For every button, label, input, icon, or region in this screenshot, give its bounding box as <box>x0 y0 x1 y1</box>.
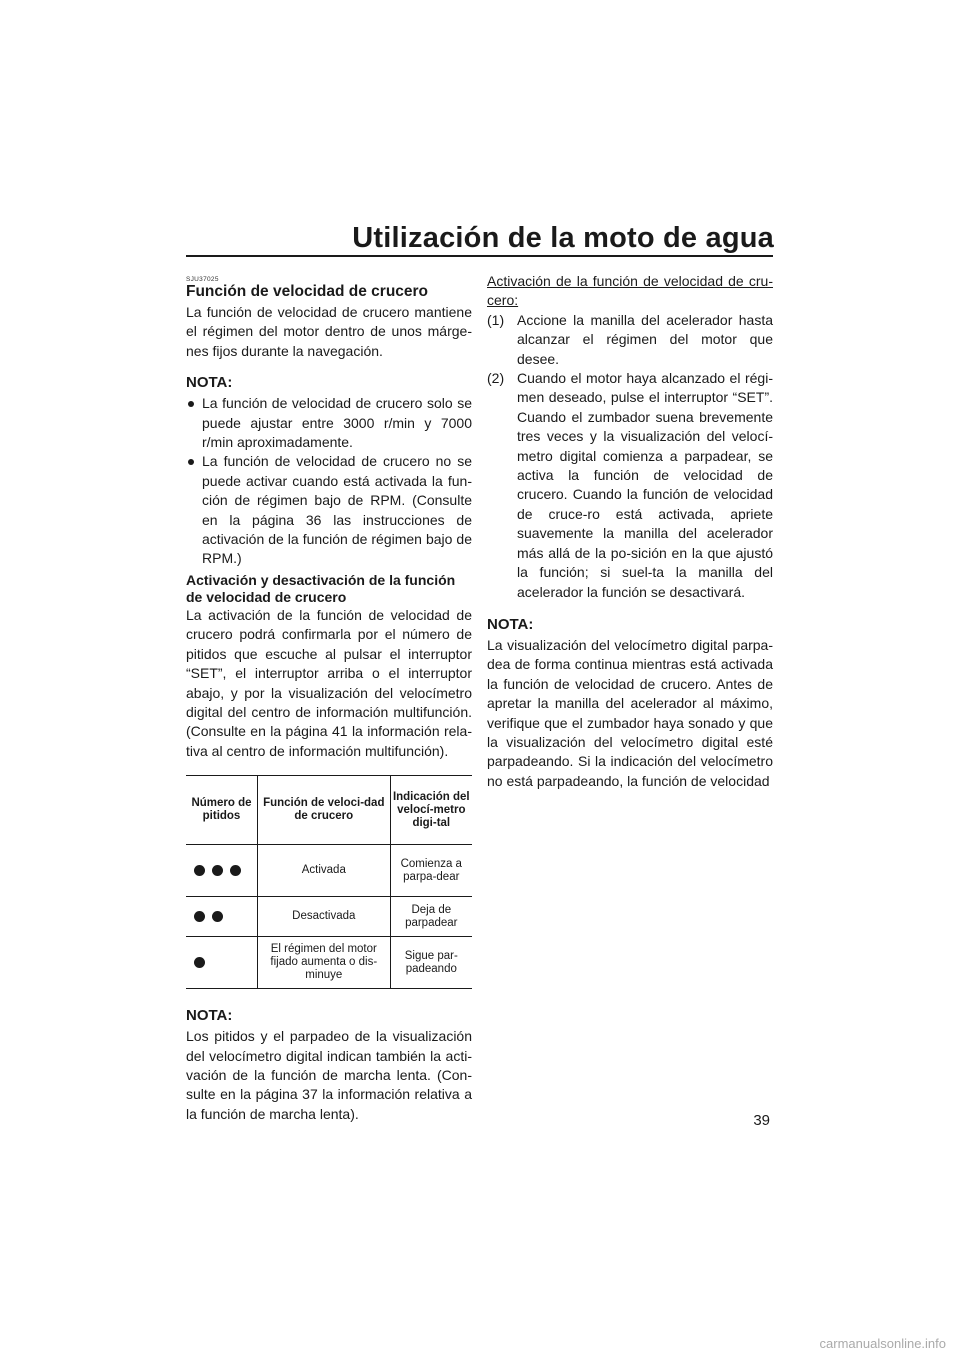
section-heading: Función de velocidad de crucero <box>186 283 429 300</box>
nota-item: La función de velocidad de crucero solo se puede ajustar entre 3000 r/min y 7000 r/min aproximadamente. <box>186 394 472 452</box>
beep-dot-icon <box>194 911 205 922</box>
nota-label-2: NOTA: <box>186 1007 233 1025</box>
table-header-row <box>186 776 472 845</box>
beep-dots-1 <box>186 937 258 989</box>
beep-dots-2 <box>186 897 258 937</box>
step-number: (2) <box>487 370 505 387</box>
table-row <box>186 897 472 937</box>
indication-cell: Comienza a parpa-dear <box>390 845 472 897</box>
beep-dot-icon <box>212 911 223 922</box>
table-row <box>186 937 472 989</box>
beep-table <box>186 775 472 989</box>
page-header-title: Utilización de la moto de agua <box>352 222 774 254</box>
section-code: SJU37025 <box>186 276 219 283</box>
intro-paragraph: La función de velocidad de crucero mantiene el régimen del motor dentro de unos márge-nes fijos durante la navegación. <box>186 304 472 359</box>
steps-list <box>487 311 773 602</box>
col-header-indication: Indicación del velocí-metro digi-tal <box>390 776 472 845</box>
beep-dot-icon <box>194 957 205 968</box>
col-header-function: Función de veloci-dad de crucero <box>258 776 391 845</box>
function-cell: El régimen del motor fijado aumenta o dis-minuye <box>258 937 391 989</box>
col-header-beeps: Número de pitidos <box>186 776 258 845</box>
nota-paragraph-3: La visualización del velocímetro digital parpa-dea de forma continua mientras está activada la función de velocidad de crucero. Antes de apretar la manilla del acelerador al máximo, verifique que el zumbador haya sonado y que la visualización del velocímetro digital esté parpadeando. Si la indicación del velocímetro no está parpadeando, la función de velocidad <box>487 636 773 789</box>
activation-paragraph: La activación de la función de velocidad de crucero podrá confirmarla por el número de pitidos que escuche al pulsar el interruptor “SET”, el interruptor arriba o el interruptor abajo, y por la visualización del velocímetro digital del centro de información multifunción. (Consulte en la página 41 la información rela-tiva al centro de información multifunción). <box>186 606 472 759</box>
step-item <box>487 311 773 369</box>
step-number: (1) <box>487 311 505 328</box>
table-row <box>186 845 472 897</box>
indication-cell: Sigue par-padeando <box>390 937 472 989</box>
indication-cell: Deja de parpadear <box>390 897 472 937</box>
step-text: Cuando el motor haya alcanzado el régi-men deseado, pulse el interruptor “SET”. Cuando el zumbador suena brevemente tres veces y la visualización del velocí-metro digital comienza a parpadear, se activa la función de velocidad de crucero. Cuando la función de velocidad de cruce-ro está activada, apriete suavemente la manilla del acelerador más allá de la po-sición en la que ajustó la función; si suel-ta la manilla del acelerador la función se desactivará. <box>517 370 773 600</box>
header-rule <box>186 255 773 257</box>
step-text: Accione la manilla del acelerador hasta alcanzar el régimen del motor que desee. <box>517 311 773 367</box>
step-item <box>487 369 773 602</box>
right-column <box>487 270 773 791</box>
nota-item: La función de velocidad de crucero no se puede activar cuando está activada la fun-ción de régimen bajo de RPM. (Consulte en la página 36 las instrucciones de activación de la función de régimen bajo de RPM.) <box>186 452 472 568</box>
nota-label-3: NOTA: <box>487 615 534 633</box>
function-cell: Desactivada <box>258 897 391 937</box>
page-number: 39 <box>753 1112 770 1129</box>
beep-dot-icon <box>212 865 223 876</box>
beep-dots-3 <box>186 845 258 897</box>
nota-paragraph-2: Los pitidos y el parpadeo de la visualización del velocímetro digital indican también la acti-vación de la función de marcha lenta. (Con-sulte en la página 37 la información relativa a la función de marcha lenta). <box>186 1028 472 1122</box>
footer-watermark[interactable]: carmanualsonline.info <box>819 1336 946 1351</box>
nota-list-1 <box>186 394 472 569</box>
beep-dot-icon <box>194 865 205 876</box>
left-column <box>186 270 472 1124</box>
nota-label-1: NOTA: <box>186 374 233 392</box>
beep-dot-icon <box>230 865 241 876</box>
function-cell: Activada <box>258 845 391 897</box>
subsection-heading: Activación y desactivación de la función de velocidad de crucero <box>186 571 456 605</box>
activation-title: Activación de la función de velocidad de cru-cero: <box>487 273 773 309</box>
